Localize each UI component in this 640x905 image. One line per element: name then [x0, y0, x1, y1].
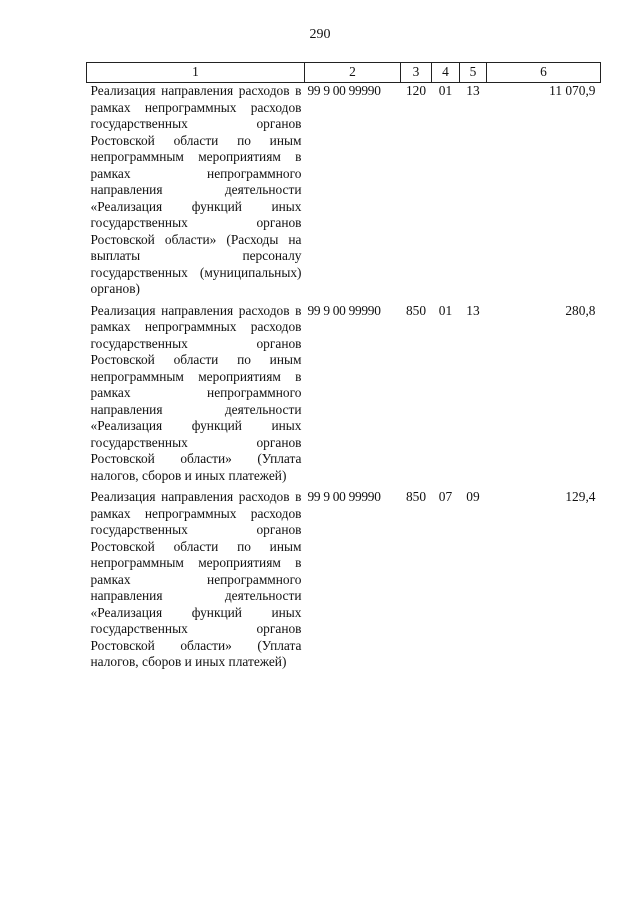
header-col-3: 3 — [401, 63, 432, 83]
table-row — [87, 83, 601, 303]
row-section: 01 — [438, 83, 453, 98]
row-subsection: 13 — [466, 302, 480, 318]
row-expense-type: 850 — [405, 302, 427, 318]
row-subsection: 09 — [466, 489, 480, 504]
row-target-code: 99 9 00 99990 — [307, 302, 381, 318]
table-row — [87, 303, 601, 490]
row-amount: 129,4 — [565, 489, 596, 504]
header-col-6: 6 — [487, 63, 601, 83]
row-amount: 11 070,9 — [549, 83, 596, 98]
row-description: Реализация направления расходов в рамках непрограммных расходов государственных органов Ростовской области по иным непрограммным мероприятиям в рамках непрограммного направления деятельности «Реализация функций иных государственных органов Ростовской области» (Уплата налогов, сборов и иных платежей) — [90, 489, 302, 669]
budget-table-container — [86, 62, 600, 676]
row-expense-type: 120 — [405, 83, 427, 98]
header-col-2: 2 — [305, 63, 401, 83]
row-target-code: 99 9 00 99990 — [307, 83, 381, 98]
header-col-1: 1 — [87, 63, 305, 83]
header-row — [87, 63, 601, 83]
row-target-code: 99 9 00 99990 — [307, 489, 381, 504]
header-col-4: 4 — [432, 63, 460, 83]
row-subsection: 13 — [466, 83, 480, 98]
row-expense-type: 850 — [405, 489, 427, 504]
row-description: Реализация направления расходов в рамках непрограммных расходов государственных органов Ростовской области по иным непрограммным мероприятиям в рамках непрограммного направления деятельности «Реализация функций иных государственных органов Ростовской области» (Расходы на выплаты персоналу государственных (муниципальных) органов) — [90, 83, 302, 296]
table-body — [87, 83, 601, 676]
row-amount: 280,8 — [565, 302, 596, 318]
row-section: 07 — [438, 489, 453, 504]
header-col-5: 5 — [460, 63, 487, 83]
table-header — [87, 63, 601, 83]
budget-table — [86, 62, 601, 676]
table-row — [87, 489, 601, 676]
row-description: Реализация направления расходов в рамках непрограммных расходов государственных органов Ростовской области по иным непрограммным мероприятиям в рамках непрограммного направления деятельности «Реализация функций иных государственных органов Ростовской области» (Уплата налогов, сборов и иных платежей) — [90, 302, 302, 483]
page-number: 290 — [309, 27, 331, 42]
row-section: 01 — [438, 302, 453, 318]
